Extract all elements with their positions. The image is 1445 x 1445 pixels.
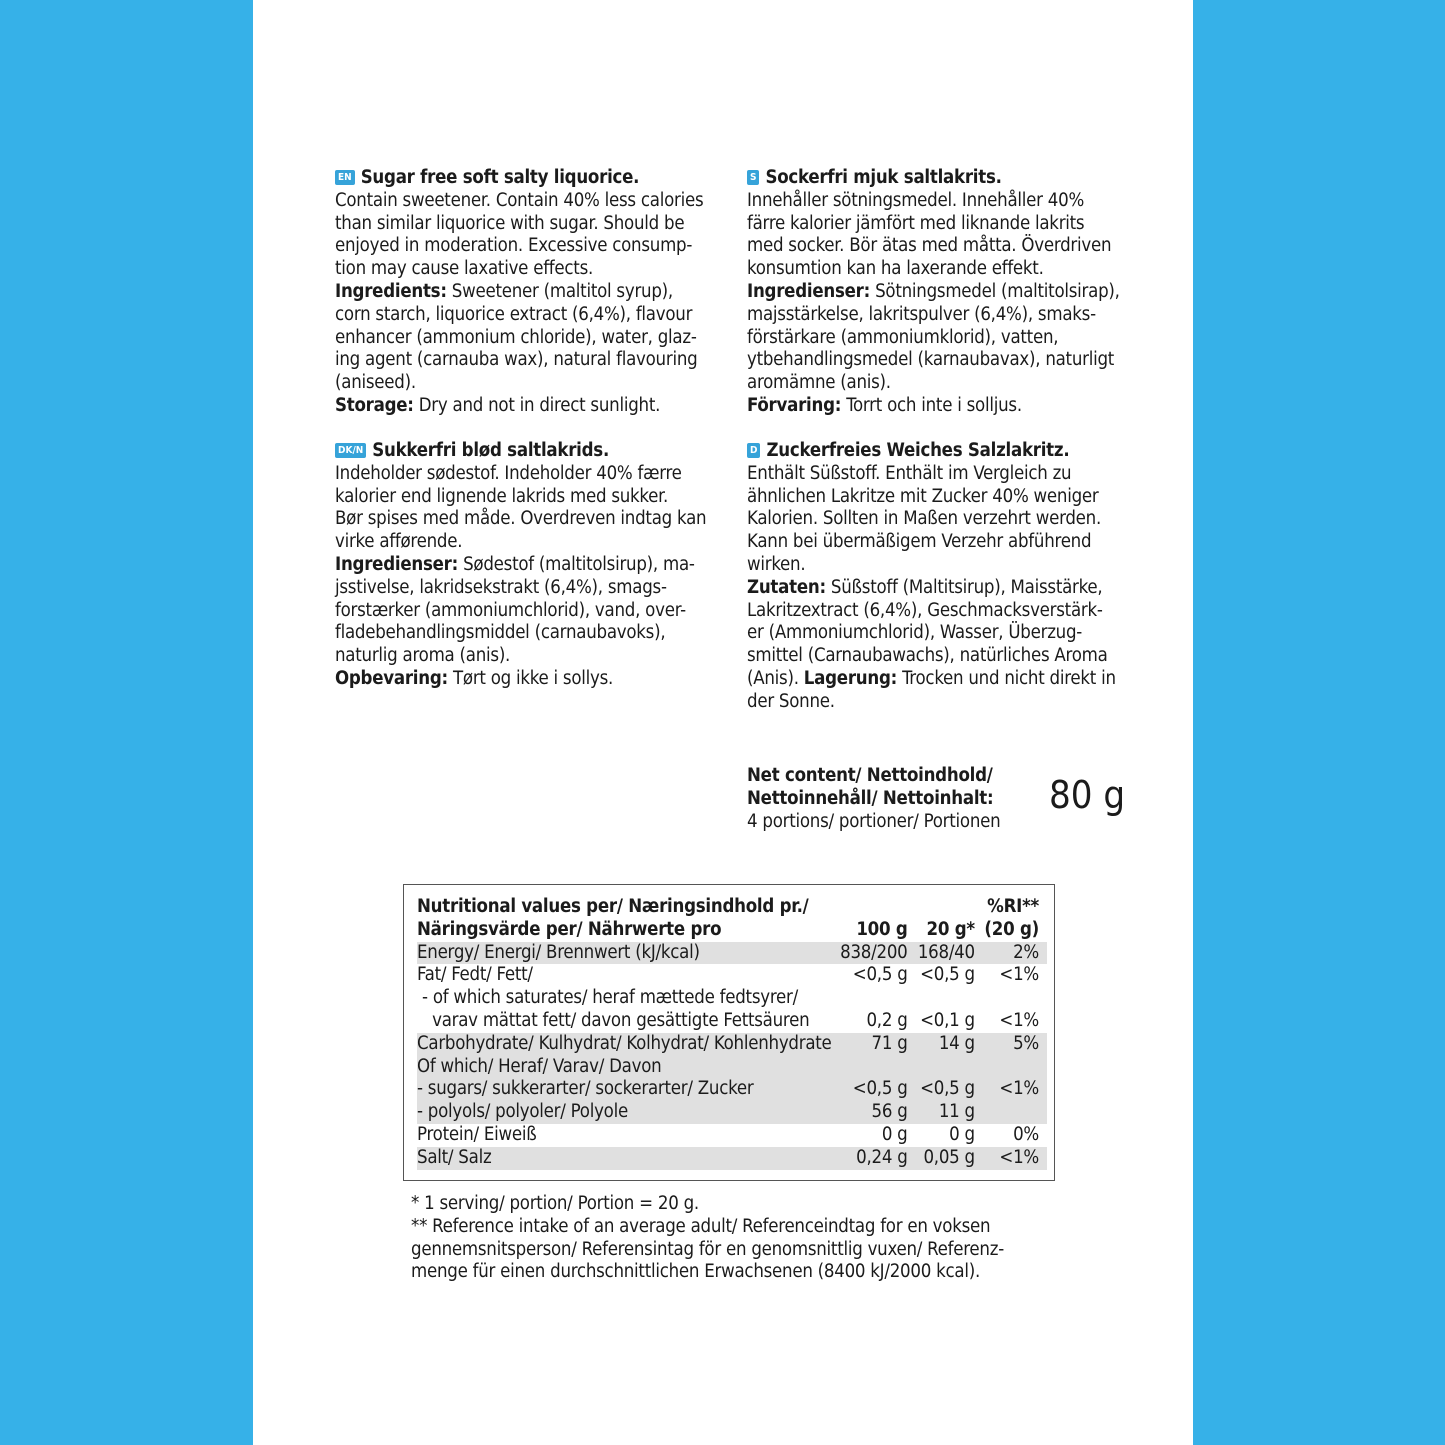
german-storage-label: Lagerung: bbox=[803, 667, 898, 689]
nutrition-label: - of which saturates/ heraf mættede fedtsyrer/ bbox=[417, 987, 798, 1009]
nutrition-value-100g: <0,5 g bbox=[852, 964, 908, 986]
nutrition-value-20g: <0,1 g bbox=[920, 1009, 975, 1031]
net-content-portions: 4 portions/ portioner/ Portionen bbox=[747, 810, 1001, 832]
nutrition-row bbox=[417, 1010, 1047, 1033]
nutrition-value-100g: 0,2 g bbox=[866, 1009, 908, 1031]
nutrition-label: Of which/ Heraf/ Varav/ Davon bbox=[417, 1056, 840, 1079]
nutrition-header-row bbox=[417, 919, 1047, 942]
danish-ingredients-line bbox=[335, 554, 725, 577]
footnote-reference: menge für einen durchschnittlichen Erwachsenen (8400 kJ/2000 kcal). bbox=[411, 1261, 980, 1283]
footnote-reference: gennemsnitsperson/ Referensintag för en genomsnittlig vuxen/ Referenz- bbox=[411, 1238, 1004, 1260]
english-desc-line: Contain sweetener. Contain 40% less calories bbox=[335, 189, 704, 211]
nutrition-row bbox=[417, 1147, 1047, 1170]
danish-desc-line: virke afførende. bbox=[335, 531, 463, 553]
nutrition-row bbox=[417, 964, 1047, 987]
german-ingredients-text: (Anis). bbox=[747, 667, 804, 689]
nutrition-value-100g: 838/200 bbox=[840, 941, 908, 963]
german-desc-line: Enthält Süßstoff. Enthält im Vergleich zu bbox=[747, 462, 1072, 484]
nutrition-value-100g bbox=[840, 1056, 907, 1079]
nutrition-value-20g bbox=[908, 987, 975, 1010]
nutrition-label: Salt/ Salz bbox=[417, 1147, 840, 1170]
danish-desc-line: kalorier end lignende lakrids med sukker. bbox=[335, 485, 669, 507]
swedish-ingredients-line: majsstärkelse, lakritspulver (6,4%), smaks- bbox=[747, 303, 1096, 325]
english-ingredients-line bbox=[335, 281, 725, 304]
danish-ingredients-line: fladebehandlingsmiddel (carnaubavoks), bbox=[335, 622, 666, 644]
swedish-ingredients-line: förstärkare (ammoniumklorid), vatten, bbox=[747, 326, 1059, 348]
danish-storage-line bbox=[335, 668, 725, 691]
nutrition-value-20g: 168/40 bbox=[908, 942, 975, 965]
danish-ingredients-text: Sødestof (maltitolsirup), ma- bbox=[458, 553, 695, 575]
english-ingredients-line: enhancer (ammonium chloride), water, glaz- bbox=[335, 326, 697, 348]
nutrition-row bbox=[417, 1033, 1047, 1056]
german-ingredients-line bbox=[747, 577, 1137, 600]
swedish-desc-line: med socker. Bör ätas med måtta. Överdriven bbox=[747, 235, 1112, 257]
danish-ingredients-line: forstærker (ammoniumchlorid), vand, over- bbox=[335, 599, 686, 621]
nutrition-value-20g: <0,5 g bbox=[908, 1078, 975, 1101]
nutrition-label: Protein/ Eiweiß bbox=[417, 1123, 537, 1145]
nutrition-row bbox=[417, 1124, 1047, 1147]
nutrition-row bbox=[417, 987, 1047, 1010]
english-desc-line: than similar liquorice with sugar. Should be bbox=[335, 212, 685, 234]
nutrition-value-ri: <1% bbox=[999, 1009, 1039, 1031]
danish-storage-text: Tørt og ikke i sollys. bbox=[447, 667, 614, 689]
english-ingredients-label: Ingredients: bbox=[335, 280, 447, 302]
nutrition-col-100g: 100 g bbox=[856, 918, 908, 940]
language-badge-dkn: DK/N bbox=[335, 443, 366, 458]
swedish-storage-text: Torrt och inte i solljus. bbox=[841, 394, 1022, 416]
nutrition-header-title: Nutritional values per/ Næringsindhold pr./ bbox=[417, 896, 809, 917]
nutrition-row bbox=[417, 942, 1047, 965]
swedish-desc-line: färre kalorier jämfört med liknande lakrits bbox=[747, 212, 1085, 234]
nutrition-row bbox=[417, 1078, 1047, 1101]
nutrition-value-100g: <0,5 g bbox=[840, 1078, 907, 1101]
nutrition-value-100g: 56 g bbox=[840, 1101, 907, 1124]
german-section bbox=[747, 440, 1137, 714]
danish-title-line bbox=[335, 440, 725, 463]
nutrition-value-100g bbox=[840, 987, 907, 1010]
net-content-label: Nettoinnehåll/ Nettoinhalt: bbox=[747, 787, 994, 809]
danish-ingredients-line: jsstivelse, lakridsekstrakt (6,4%), smags- bbox=[335, 576, 667, 598]
swedish-desc-line: konsumtion kan ha laxerande effekt. bbox=[747, 258, 1044, 280]
nutrition-value-100g: 71 g bbox=[840, 1033, 907, 1056]
german-desc-line: ähnlichen Lakritze mit Zucker 40% weniger bbox=[747, 485, 1099, 507]
danish-title: Sukkerfri blød saltlakrids. bbox=[372, 440, 610, 461]
english-title: Sugar free soft salty liquorice. bbox=[360, 167, 640, 188]
danish-desc-line: Bør spises med måde. Overdreven indtag kan bbox=[335, 508, 707, 530]
english-storage-label: Storage: bbox=[335, 394, 414, 416]
nutrition-value-20g: 0 g bbox=[949, 1123, 975, 1145]
english-section bbox=[335, 167, 725, 418]
swedish-storage-label: Förvaring: bbox=[747, 394, 842, 416]
nutrition-value-100g: 0,24 g bbox=[840, 1147, 907, 1170]
language-badge-en: EN bbox=[335, 170, 355, 185]
nutrition-label: Fat/ Fedt/ Fett/ bbox=[417, 964, 533, 986]
net-content-label: Net content/ Nettoindhold/ bbox=[747, 765, 993, 786]
english-ingredients-line: (aniseed). bbox=[335, 372, 416, 394]
swedish-desc-line: Innehåller sötningsmedel. Innehåller 40% bbox=[747, 189, 1085, 211]
nutrition-label: Energy/ Energi/ Brennwert (kJ/kcal) bbox=[417, 942, 840, 965]
nutrition-value-100g: 0 g bbox=[881, 1123, 908, 1145]
german-desc-line: wirken. bbox=[747, 553, 806, 575]
swedish-title: Sockerfri mjuk saltlakrits. bbox=[765, 167, 1002, 188]
nutrition-col-20g: 20 g* bbox=[926, 918, 975, 940]
english-ingredients-line: corn starch, liquorice extract (6,4%), flavour bbox=[335, 303, 693, 325]
danish-desc-line: Indeholder sødestof. Indeholder 40% færre bbox=[335, 462, 682, 484]
english-ingredients-line: ing agent (carnauba wax), natural flavouring bbox=[335, 349, 698, 371]
nutrition-value-20g: <0,5 g bbox=[920, 964, 975, 986]
nutrition-label: varav mättat fett/ davon gesättigte Fettsäuren bbox=[417, 1009, 810, 1031]
nutrition-value-ri: 2% bbox=[975, 942, 1047, 965]
german-desc-line: Kalorien. Sollten in Maßen verzehrt werden. bbox=[747, 508, 1101, 530]
nutrition-value-20g: 11 g bbox=[908, 1101, 975, 1124]
footnote-serving: * 1 serving/ portion/ Portion = 20 g. bbox=[411, 1193, 699, 1214]
swedish-title-line bbox=[747, 167, 1137, 190]
right-blue-band bbox=[1193, 0, 1445, 1445]
net-content-value: 80 g bbox=[1049, 773, 1126, 817]
nutrition-value-ri bbox=[975, 1056, 1047, 1079]
english-storage-line bbox=[335, 395, 725, 418]
german-ingredients-text: Süßstoff (Maltitsirup), Maisstärke, bbox=[825, 576, 1103, 598]
nutrition-value-ri bbox=[975, 1101, 1047, 1124]
nutrition-value-ri: <1% bbox=[975, 1078, 1047, 1101]
nutrition-value-ri: <1% bbox=[999, 964, 1039, 986]
nutrition-label: Carbohydrate/ Kulhydrat/ Kolhydrat/ Kohlenhydrate bbox=[417, 1033, 840, 1056]
german-title-line bbox=[747, 440, 1137, 463]
swedish-ingredients-text: Sötningsmedel (maltitolsirap), bbox=[870, 280, 1120, 302]
danish-section bbox=[335, 440, 725, 691]
danish-ingredients-label: Ingredienser: bbox=[335, 553, 459, 575]
german-ingredients-line: smittel (Carnaubawachs), natürliches Aroma bbox=[747, 645, 1108, 667]
nutrition-table bbox=[417, 896, 1047, 1170]
nutrition-value-ri: 5% bbox=[975, 1033, 1047, 1056]
nutrition-header-ri: %RI** bbox=[987, 896, 1039, 917]
nutrition-row bbox=[417, 1056, 1047, 1079]
danish-storage-label: Opbevaring: bbox=[335, 667, 448, 689]
german-desc-line: Kann bei übermäßigem Verzehr abführend bbox=[747, 531, 1092, 553]
nutrition-label: - polyols/ polyoler/ Polyole bbox=[417, 1101, 840, 1124]
english-storage-text: Dry and not in direct sunlight. bbox=[413, 394, 661, 416]
swedish-section bbox=[747, 167, 1137, 418]
language-badge-d: D bbox=[747, 443, 760, 458]
swedish-ingredients-line bbox=[747, 281, 1137, 304]
nutrition-row bbox=[417, 1101, 1047, 1124]
nutrition-label: - sugars/ sukkerarter/ sockerarter/ Zucker bbox=[417, 1078, 840, 1101]
language-badge-s: S bbox=[747, 170, 759, 185]
nutrition-value-20g bbox=[908, 1056, 975, 1079]
english-ingredients-text: Sweetener (maltitol syrup), bbox=[446, 280, 673, 302]
german-storage-text: Trocken und nicht direkt in bbox=[897, 667, 1116, 689]
footnote-reference: ** Reference intake of an average adult/ Referenceindtag for en voksen bbox=[411, 1215, 991, 1237]
left-blue-band bbox=[0, 0, 253, 1445]
nutrition-value-20g: 0,05 g bbox=[908, 1147, 975, 1170]
danish-ingredients-line: naturlig aroma (anis). bbox=[335, 645, 511, 667]
nutrition-value-20g: 14 g bbox=[908, 1033, 975, 1056]
english-title-line bbox=[335, 167, 725, 190]
footnotes bbox=[411, 1193, 1051, 1284]
nutrition-table-box bbox=[403, 884, 1055, 1181]
english-desc-line: tion may cause laxative effects. bbox=[335, 258, 594, 280]
swedish-ingredients-label: Ingredienser: bbox=[747, 280, 871, 302]
swedish-storage-line bbox=[747, 395, 1137, 418]
german-ingredients-line bbox=[747, 668, 1137, 691]
swedish-ingredients-line: ytbehandlingsmedel (karnaubavax), naturligt bbox=[747, 349, 1115, 371]
nutrition-header-title: Näringsvärde per/ Nährwerte pro bbox=[417, 918, 722, 940]
nutrition-col-ri: (20 g) bbox=[984, 918, 1039, 940]
german-storage-line: der Sonne. bbox=[747, 690, 835, 712]
swedish-ingredients-line: aromämne (anis). bbox=[747, 372, 891, 394]
german-title: Zuckerfreies Weiches Salzlakritz. bbox=[766, 440, 1070, 461]
german-ingredients-label: Zutaten: bbox=[747, 576, 826, 598]
nutrition-value-ri: 0% bbox=[1013, 1123, 1039, 1145]
german-ingredients-line: er (Ammoniumchlorid), Wasser, Überzug- bbox=[747, 622, 1083, 644]
english-desc-line: enjoyed in moderation. Excessive consump- bbox=[335, 235, 693, 257]
nutrition-header-row bbox=[417, 896, 1047, 919]
german-ingredients-line: Lakritzextract (6,4%), Geschmacksverstärk- bbox=[747, 599, 1103, 621]
nutrition-value-ri bbox=[975, 987, 1047, 1010]
nutrition-value-ri: <1% bbox=[975, 1147, 1047, 1170]
